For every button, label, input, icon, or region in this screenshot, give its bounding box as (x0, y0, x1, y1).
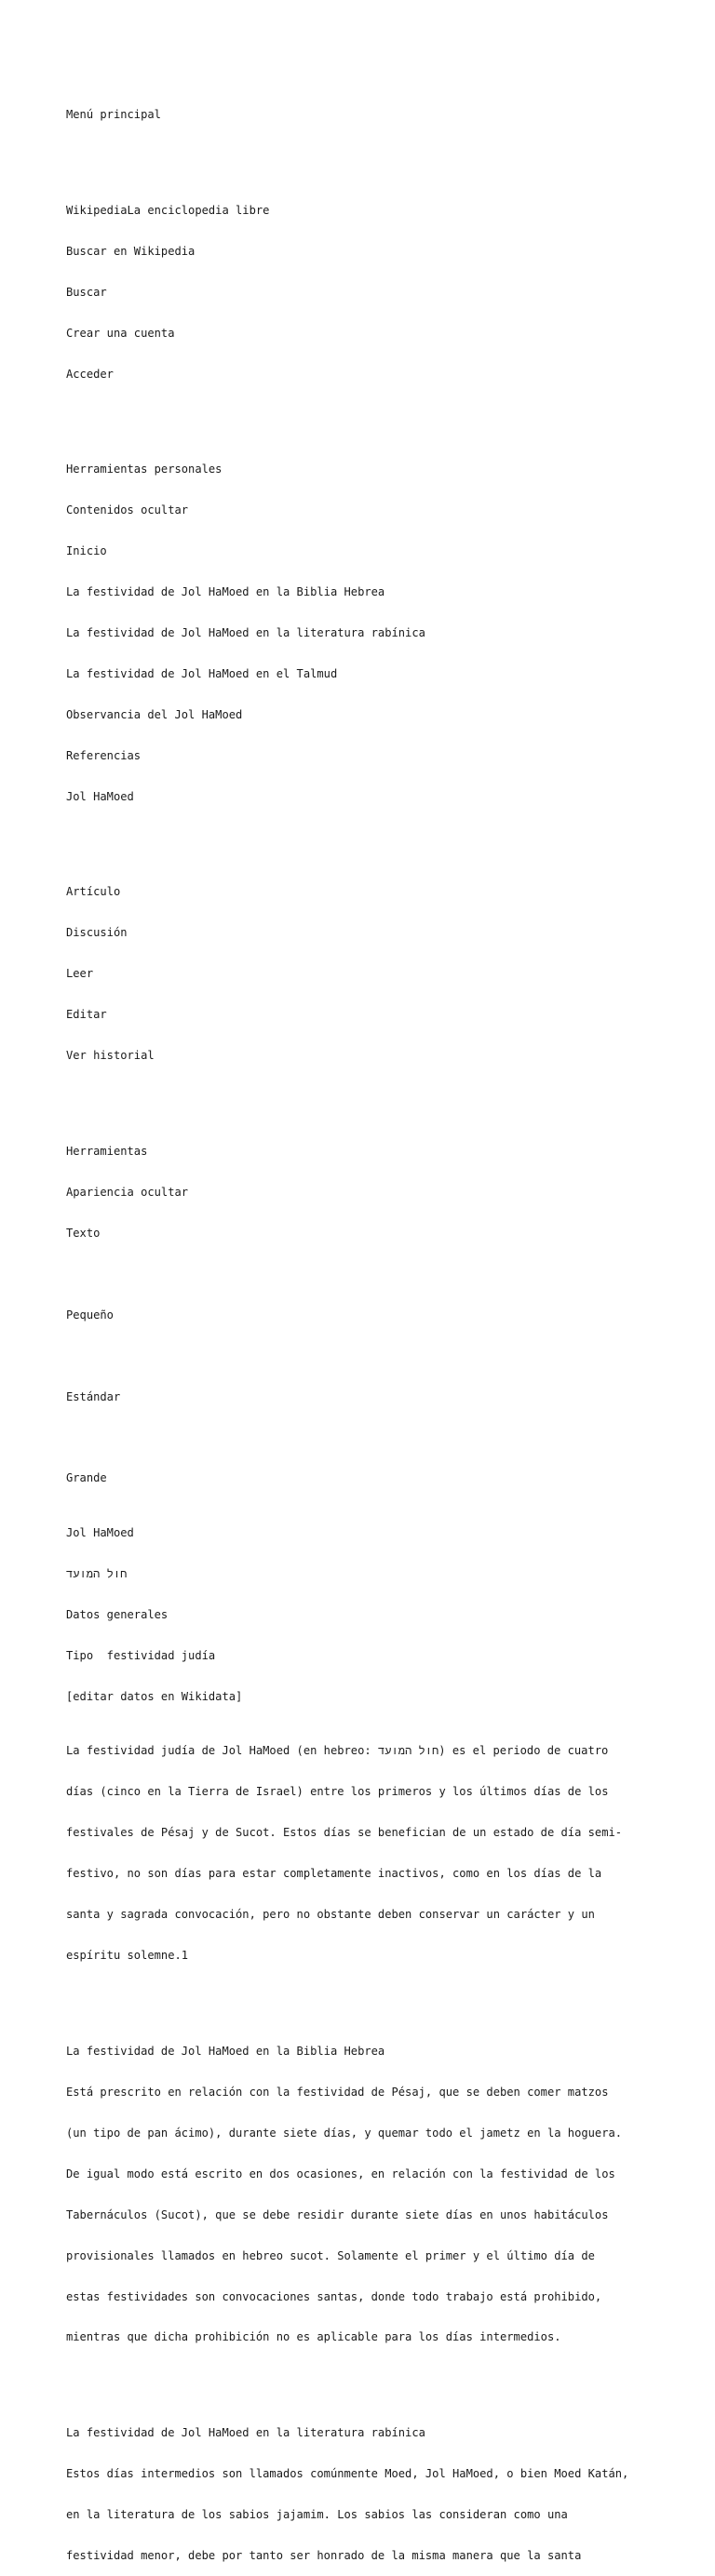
intro-line: festivo, no son días para estar completamente inactivos, como en los días de la (66, 1867, 602, 1881)
toc-item-literatura-rabinica[interactable]: La festividad de Jol HaMoed en la literatura rabínica (66, 626, 425, 640)
intro-line: festivales de Pésaj y de Sucot. Estos días se benefician de un estado de día semi- (66, 1826, 623, 1840)
text-size-small-option[interactable]: Pequeño (66, 1308, 114, 1322)
search-button[interactable]: Buscar (66, 285, 107, 299)
section2-line: Estos días intermedios son llamados comúnmente Moed, Jol HaMoed, o bien Moed Katán, (66, 2466, 629, 2480)
toc-item-biblia-hebrea[interactable]: La festividad de Jol HaMoed en la Biblia Hebrea (66, 585, 385, 599)
contents-hide-toggle[interactable]: Contenidos ocultar (66, 503, 189, 517)
text-size-large-option[interactable]: Grande (66, 1471, 107, 1485)
infobox-general-data: Datos generales (66, 1607, 169, 1621)
text-size-label: Texto (66, 1226, 101, 1240)
spacer (66, 1990, 662, 2004)
tab-edit[interactable]: Editar (66, 1008, 107, 1022)
tab-talk[interactable]: Discusión (66, 926, 128, 940)
toc-item-referencias[interactable]: Referencias (66, 748, 142, 762)
section1-line: Tabernáculos (Sucot), que se debe residir durante siete días en unos habitáculos (66, 2207, 609, 2221)
intro-line: días (cinco en la Tierra de Israel) entre los primeros y los últimos días de los (66, 1785, 609, 1799)
personal-tools-label: Herramientas personales (66, 463, 223, 476)
toc-item-inicio[interactable]: Inicio (66, 544, 107, 558)
section-heading-biblia-hebrea: La festividad de Jol HaMoed en la Biblia Hebrea (66, 2044, 385, 2058)
tab-article[interactable]: Artículo (66, 885, 121, 899)
toc-item-observancia[interactable]: Observancia del Jol HaMoed (66, 707, 243, 721)
section1-line: mientras que dicha prohibición no es aplicable para los días intermedios. (66, 2330, 561, 2344)
section2-line: en la literatura de los sabios jajamim. Los sabios las consideran como una (66, 2507, 568, 2521)
spacer (66, 1090, 662, 1104)
tab-read[interactable]: Leer (66, 967, 94, 981)
intro-line: espíritu solemne.1 (66, 1949, 189, 1963)
text-size-standard-option[interactable]: Estándar (66, 1389, 121, 1403)
search-label: Buscar en Wikipedia (66, 244, 196, 258)
spacer (66, 149, 662, 163)
section2-line: festividad menor, debe por tanto ser honrado de la misma manera que la santa (66, 2548, 582, 2562)
spacer (66, 831, 662, 845)
tab-history[interactable]: Ver historial (66, 1049, 155, 1063)
section1-line: estas festividades son convocaciones santas, donde todo trabajo está prohibido, (66, 2289, 602, 2303)
edit-wikidata-link[interactable]: [editar datos en Wikidata] (66, 1689, 243, 1703)
intro-line: santa y sagrada convocación, pero no obstante deben conservar un carácter y un (66, 1908, 595, 1922)
main-menu-link[interactable]: Menú principal (66, 108, 161, 122)
spacer (66, 1430, 662, 1444)
page-name: Jol HaMoed (66, 789, 134, 803)
create-account-link[interactable]: Crear una cuenta (66, 326, 175, 340)
page-text (66, 81, 662, 2576)
infobox-hebrew-name: חול המועד (66, 1567, 128, 1580)
intro-line: La festividad judía de Jol HaMoed (en hebreo: חול המועד) es el periodo de cuatro (66, 1744, 609, 1758)
section1-line: provisionales llamados en hebreo sucot. Solamente el primer y el último día de (66, 2248, 595, 2262)
site-title-link[interactable]: WikipediaLa enciclopedia libre (66, 203, 270, 217)
spacer (66, 409, 662, 423)
spacer (66, 1349, 662, 1363)
section-heading-literatura-rabinica: La festividad de Jol HaMoed en la literatura rabínica (66, 2426, 425, 2440)
spacer (66, 1268, 662, 1281)
section1-line: De igual modo está escrito en dos ocasiones, en relación con la festividad de los (66, 2167, 615, 2180)
toc-item-talmud[interactable]: La festividad de Jol HaMoed en el Talmud (66, 667, 338, 681)
login-link[interactable]: Acceder (66, 367, 114, 381)
section1-line: (un tipo de pan ácimo), durante siete días, y quemar todo el jametz en la hoguera. (66, 2126, 623, 2140)
infobox-type: Tipo festividad judía (66, 1648, 216, 1662)
section1-line: Está prescrito en relación con la festividad de Pésaj, que se deben comer matzos (66, 2085, 609, 2099)
infobox-title: Jol HaMoed (66, 1526, 134, 1540)
tools-menu[interactable]: Herramientas (66, 1144, 148, 1158)
appearance-hide-toggle[interactable]: Apariencia ocultar (66, 1185, 189, 1199)
spacer (66, 2371, 662, 2385)
